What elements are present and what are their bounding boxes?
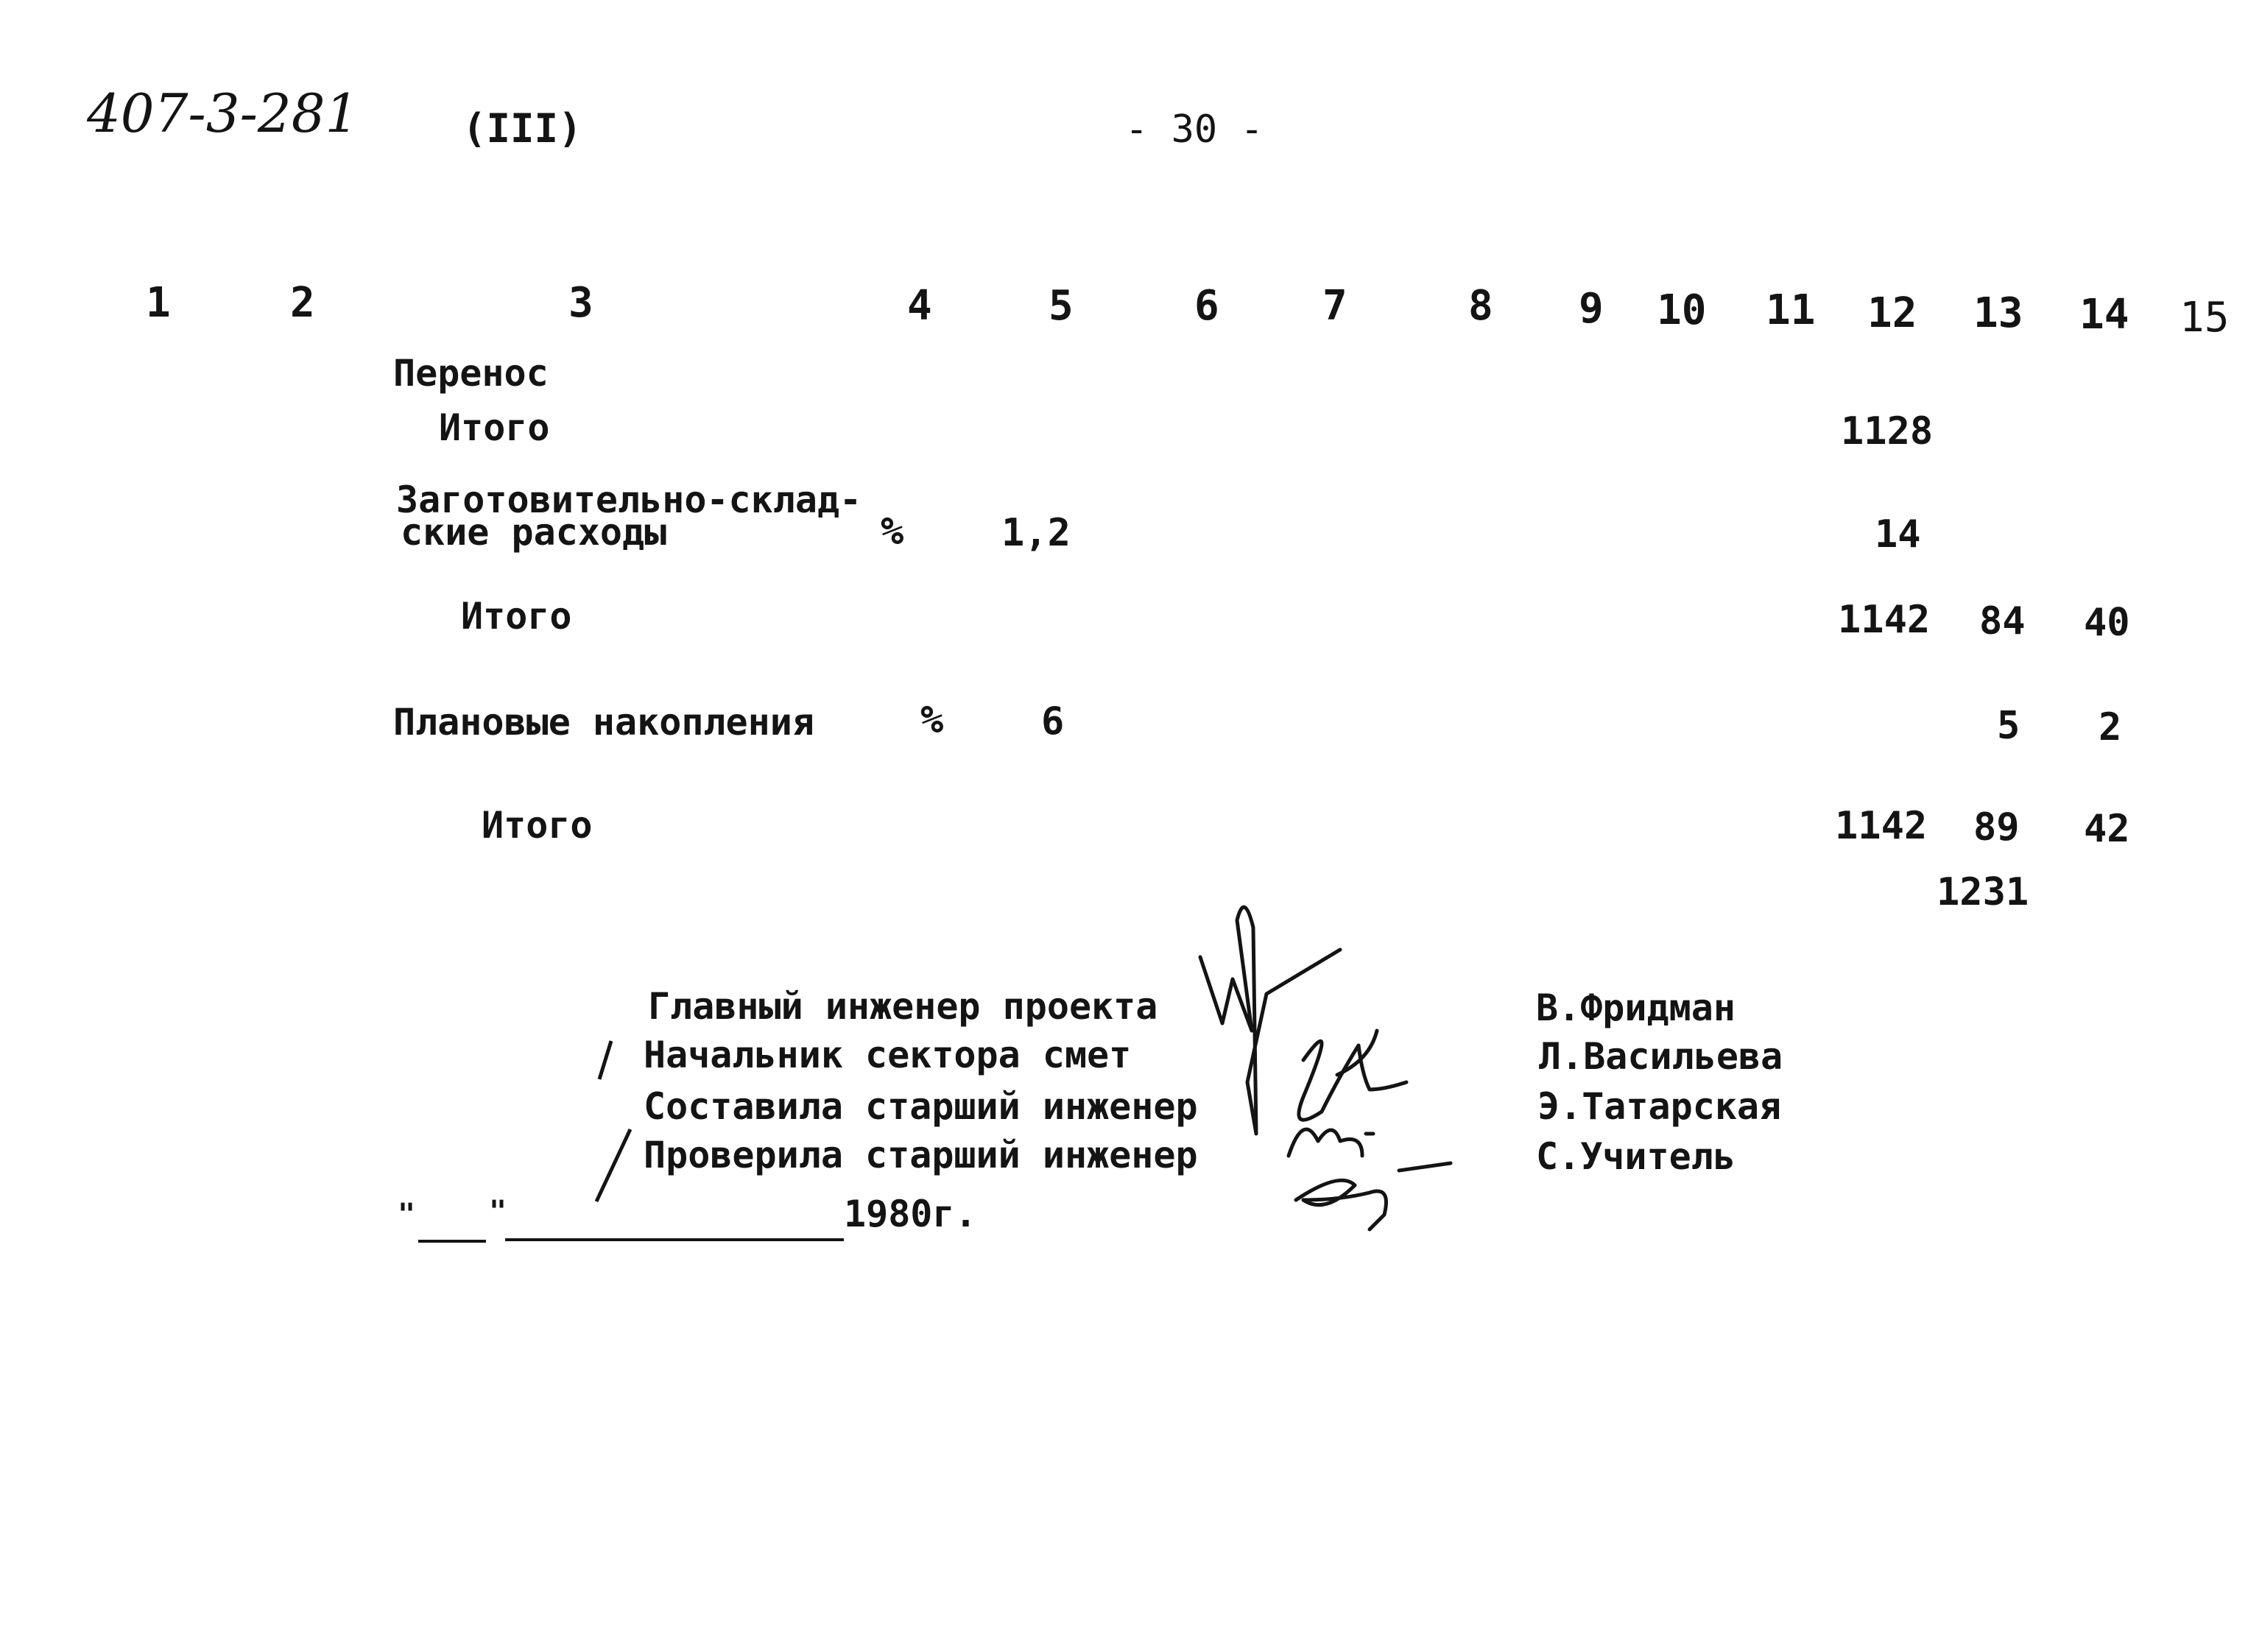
column-number: 1: [146, 279, 171, 327]
column-number: 7: [1322, 282, 1347, 330]
column-number: 3: [568, 279, 593, 327]
cell-unit: %: [881, 509, 904, 554]
cell-col12: 1142: [1838, 598, 1931, 642]
column-number: 2: [290, 279, 315, 327]
row-label: Плановые накопления: [393, 701, 814, 744]
date-year: 1980г.: [844, 1193, 977, 1235]
check-mark: [589, 1126, 633, 1207]
date-quote-open: ": [398, 1198, 416, 1232]
month-blank: [505, 1238, 844, 1241]
day-blank: [418, 1240, 486, 1243]
check-mark: [589, 1038, 619, 1082]
cell-col14: 2: [2099, 705, 2122, 749]
cell-col13: 5: [1997, 704, 2020, 748]
cell-unit: %: [920, 698, 944, 742]
row-label: ские расходы: [401, 511, 667, 554]
signatory-title: Составила старший инженер: [644, 1085, 1198, 1128]
column-number: 8: [1468, 282, 1493, 330]
column-number: 14: [2079, 291, 2129, 339]
cell-col12: 1128: [1841, 409, 1934, 453]
column-number: 11: [1766, 286, 1816, 334]
signatory-title: Начальник сектора смет: [644, 1034, 1132, 1076]
cell-col14: 40: [2084, 601, 2130, 645]
signatory-name: В.Фридман: [1536, 986, 1736, 1029]
column-number: 9: [1579, 285, 1604, 333]
handwritten-signatures: [1193, 891, 1473, 1237]
cell-col13: 89: [1973, 805, 2020, 850]
cell-col13: 1231: [1937, 870, 2029, 914]
column-number: 6: [1194, 282, 1219, 330]
cell-rate: 1,2: [1001, 511, 1071, 555]
signatory-title: Главный инженер проекта: [648, 985, 1158, 1028]
cell-col13: 84: [1979, 599, 2026, 643]
column-number: 5: [1049, 282, 1074, 330]
document-number: 407-3-281: [87, 82, 359, 144]
cell-col12: 1142: [1835, 804, 1928, 848]
signatory-name: С.Учитель: [1536, 1135, 1736, 1178]
cell-col12: 14: [1875, 512, 1921, 557]
row-label: Итого: [482, 804, 593, 847]
signatory-name: Л.Васильева: [1539, 1035, 1783, 1078]
column-number: 13: [1973, 289, 2023, 337]
row-label: Заготовительно-склад-: [396, 479, 862, 521]
cell-rate: 6: [1041, 699, 1065, 744]
row-label: Итого: [439, 406, 550, 449]
cell-col14: 42: [2084, 807, 2130, 851]
volume-marker: (III): [462, 105, 582, 152]
column-number: 10: [1657, 286, 1707, 334]
column-number: 4: [907, 282, 932, 330]
signatory-name: Э.Татарская: [1537, 1085, 1782, 1128]
column-number: 12: [1867, 289, 1917, 337]
date-quote-close: ": [489, 1195, 507, 1229]
row-label: Итого: [461, 595, 572, 638]
page-number: - 30 -: [1125, 107, 1264, 152]
signatory-title: Проверила старший инженер: [644, 1134, 1198, 1176]
column-number: 15: [2180, 294, 2230, 342]
row-label: Перенос: [393, 352, 549, 395]
